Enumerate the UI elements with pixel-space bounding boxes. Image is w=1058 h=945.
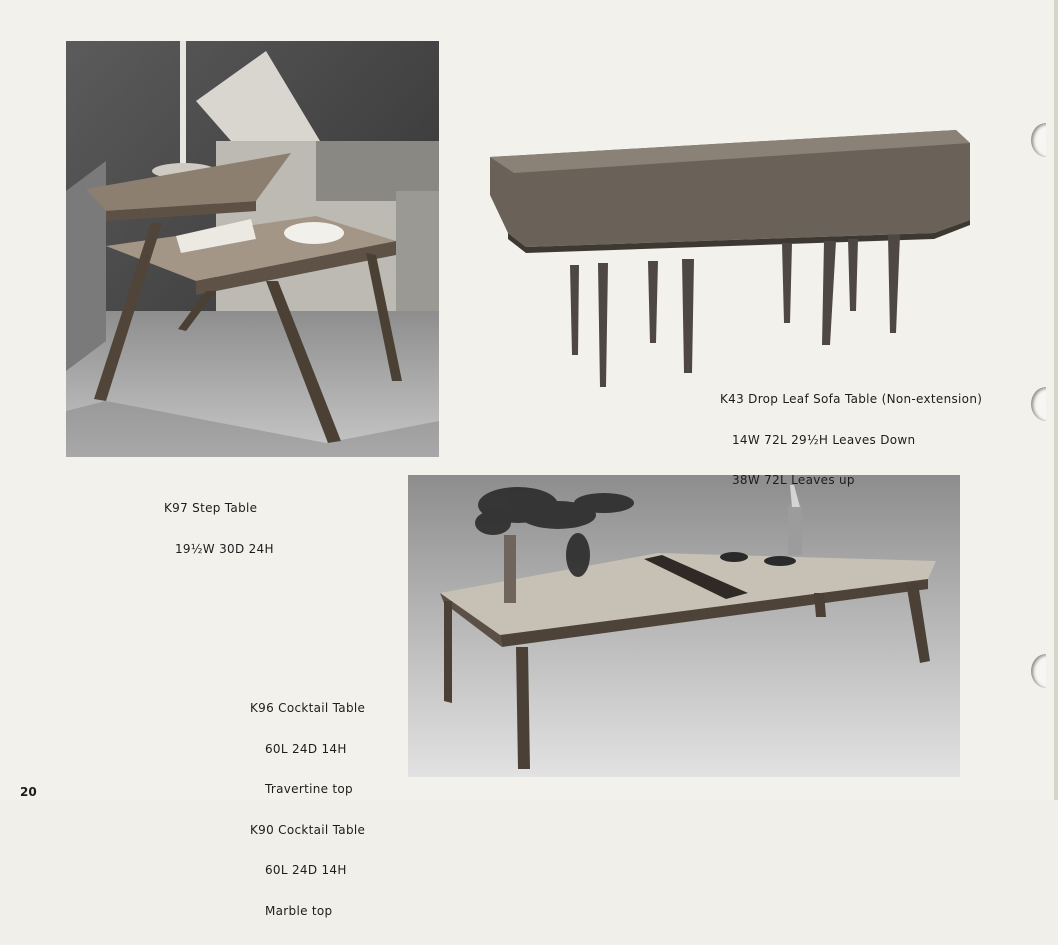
caption-line: Marble top xyxy=(265,903,333,918)
cocktail-table-photo xyxy=(408,475,960,777)
caption-line: 60L 24D 14H xyxy=(265,863,347,877)
step-table-photo xyxy=(66,41,439,457)
caption-line: K97 Step Table xyxy=(164,501,258,515)
caption-line: 60L 24D 14H xyxy=(265,741,347,756)
caption-line: 38W 72L Leaves up xyxy=(732,473,855,487)
page-edge xyxy=(1054,0,1058,800)
caption-line: K90 Cocktail Table xyxy=(250,822,366,837)
caption-line: 19½W 30D 24H xyxy=(175,541,274,556)
caption-line: K96 Cocktail Table xyxy=(250,701,366,715)
page-number: 20 xyxy=(20,785,37,799)
caption-line: 14W 72L 29½H Leaves Down xyxy=(732,432,916,447)
drop-leaf-table-caption xyxy=(720,366,982,515)
caption-line: Travertine top xyxy=(265,782,353,796)
drop-leaf-table-photo xyxy=(486,125,971,390)
caption-line: K43 Drop Leaf Sofa Table (Non-extension) xyxy=(720,392,983,406)
step-table-caption xyxy=(164,475,274,583)
cocktail-table-caption xyxy=(250,675,365,945)
